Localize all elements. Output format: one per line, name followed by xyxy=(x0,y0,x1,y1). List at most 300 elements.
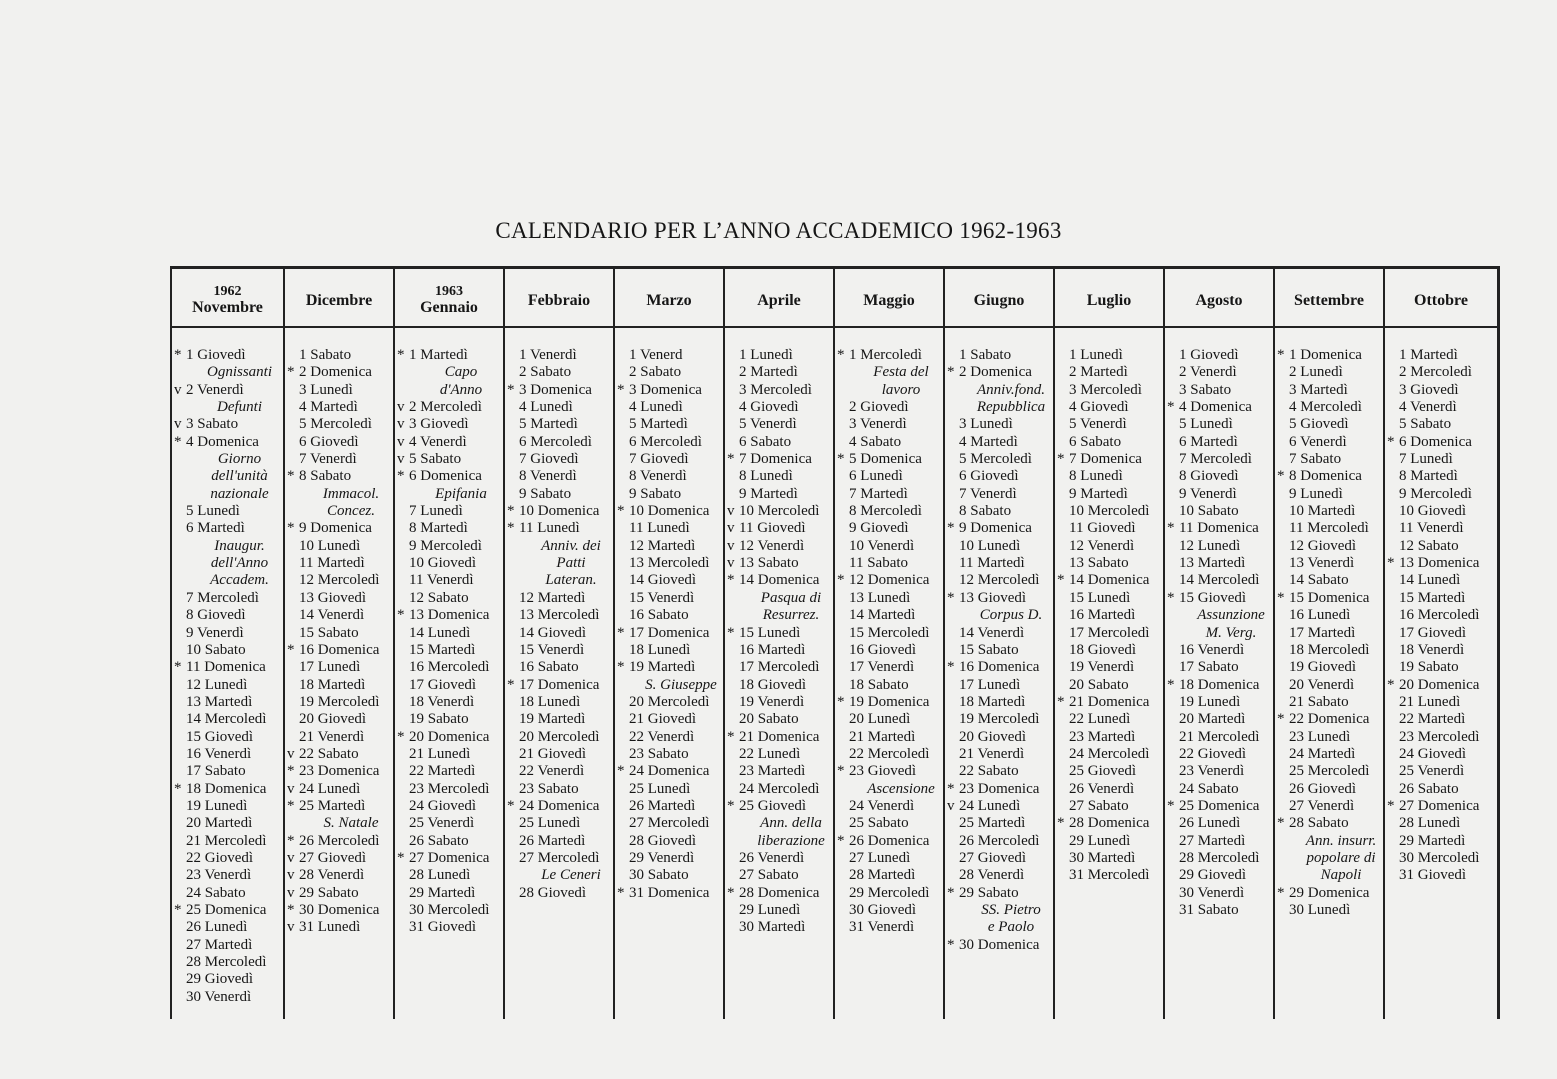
day-marker xyxy=(945,850,959,867)
day-marker xyxy=(835,642,849,659)
day-marker xyxy=(725,607,739,624)
day-entry xyxy=(1165,885,1273,902)
day-label: 12 Domenica xyxy=(849,572,930,589)
day-entry xyxy=(615,347,723,364)
day-label: 23 Domenica xyxy=(299,763,380,780)
day-entry xyxy=(1385,798,1497,815)
day-marker xyxy=(505,885,519,902)
day-label: 12 Martedì xyxy=(519,589,586,606)
day-label: 12 Lunedì xyxy=(1179,537,1241,554)
day-label: 27 Domenica xyxy=(1399,797,1480,814)
day-marker xyxy=(172,538,186,555)
day-label: 27 Martedì xyxy=(186,936,253,953)
day-label: 9 Sabato xyxy=(519,485,572,502)
day-marker xyxy=(835,434,849,451)
day-label: 25 Giovedì xyxy=(1069,763,1137,780)
day-marker: * xyxy=(947,659,955,676)
day-entry xyxy=(1385,364,1497,381)
day-marker xyxy=(1055,625,1069,642)
day-marker xyxy=(945,434,959,451)
day-marker xyxy=(1055,347,1069,364)
holiday-name: Resurrez. xyxy=(762,607,820,624)
day-entry xyxy=(285,451,393,468)
day-label: 26 Lunedì xyxy=(1179,815,1241,832)
day-label: 21 Lunedì xyxy=(409,745,471,762)
day-entry xyxy=(945,677,1053,694)
day-entry xyxy=(615,833,723,850)
day-entry xyxy=(285,590,393,607)
month-name: Aprile xyxy=(757,291,801,309)
holiday-name: Concez. xyxy=(327,503,375,520)
day-marker xyxy=(1055,746,1069,763)
day-label: 11 Sabato xyxy=(849,555,909,572)
day-marker xyxy=(395,885,409,902)
day-entry xyxy=(172,815,283,832)
day-entry xyxy=(1275,885,1383,902)
day-label: 24 Domenica xyxy=(519,797,600,814)
month-name: Gennaio xyxy=(420,298,478,316)
day-marker xyxy=(945,399,959,416)
day-entry xyxy=(172,867,283,884)
month-days xyxy=(945,347,1053,954)
day-entry xyxy=(395,885,503,902)
day-entry xyxy=(1385,538,1497,555)
day-label: 9 Martedì xyxy=(1069,485,1128,502)
day-label: 11 Giovedì xyxy=(1069,520,1136,537)
day-entry xyxy=(285,364,393,381)
day-entry xyxy=(1055,625,1163,642)
day-label: 10 Giovedì xyxy=(409,555,477,572)
month-days xyxy=(1165,347,1273,919)
holiday-name: Epifania xyxy=(435,485,487,502)
day-marker xyxy=(725,711,739,728)
day-marker xyxy=(1275,434,1289,451)
day-label: 24 Sabato xyxy=(1179,780,1239,797)
day-marker: * xyxy=(1277,468,1285,485)
day-entry xyxy=(505,625,613,642)
day-label: 23 Domenica xyxy=(959,780,1040,797)
day-label: 20 Martedì xyxy=(1179,711,1246,728)
day-label: 25 Lunedì xyxy=(519,815,581,832)
day-label: 21 Venerdì xyxy=(959,745,1025,762)
day-entry xyxy=(1275,416,1383,433)
day-marker xyxy=(615,850,629,867)
day-label: 17 Domenica xyxy=(519,676,600,693)
day-entry xyxy=(1165,572,1273,589)
month-days xyxy=(615,347,723,902)
day-label: 14 Domenica xyxy=(739,572,820,589)
day-marker xyxy=(1385,486,1399,503)
day-marker: * xyxy=(507,503,515,520)
day-entry xyxy=(725,763,833,780)
day-marker xyxy=(615,520,629,537)
day-label: 25 Lunedì xyxy=(629,780,691,797)
day-marker xyxy=(1385,659,1399,676)
day-entry xyxy=(725,503,833,520)
day-entry xyxy=(1275,746,1383,763)
day-entry xyxy=(505,659,613,676)
day-label: 14 Lunedì xyxy=(1399,572,1461,589)
day-entry xyxy=(505,364,613,381)
day-marker xyxy=(945,572,959,589)
day-marker xyxy=(835,607,849,624)
day-entry xyxy=(1385,642,1497,659)
day-label: 26 Venerdì xyxy=(1069,780,1135,797)
day-label: 19 Giovedì xyxy=(1289,659,1357,676)
day-label: 1 Mercoledì xyxy=(849,347,922,363)
day-marker xyxy=(725,382,739,399)
day-label: 18 Venerdì xyxy=(1399,641,1465,658)
day-entry xyxy=(395,833,503,850)
day-label: 30 Sabato xyxy=(629,867,689,884)
day-marker xyxy=(395,486,409,503)
day-entry xyxy=(172,919,283,936)
day-entry xyxy=(285,919,393,936)
day-label: 2 Domenica xyxy=(959,364,1032,381)
day-marker xyxy=(725,347,739,364)
day-label: 21 Mercoledì xyxy=(1179,728,1260,745)
day-entry xyxy=(285,347,393,364)
day-marker xyxy=(615,642,629,659)
day-marker xyxy=(1385,815,1399,832)
day-entry xyxy=(285,572,393,589)
day-marker xyxy=(1165,694,1179,711)
day-label: 15 Giovedì xyxy=(186,728,254,745)
day-entry xyxy=(615,850,723,867)
day-marker xyxy=(1055,711,1069,728)
day-label: 20 Mercoledì xyxy=(519,728,600,745)
day-marker xyxy=(505,659,519,676)
day-label: 10 Lunedì xyxy=(959,537,1021,554)
day-entry xyxy=(945,503,1053,520)
day-label: 14 Venerdì xyxy=(959,624,1025,641)
day-entry xyxy=(615,399,723,416)
holiday-note xyxy=(1275,850,1383,867)
day-label: 19 Sabato xyxy=(1399,659,1459,676)
month-column xyxy=(945,269,1055,1019)
day-label: 6 Sabato xyxy=(1069,433,1122,450)
day-entry xyxy=(172,382,283,399)
day-marker xyxy=(945,902,959,919)
day-marker xyxy=(1275,503,1289,520)
day-marker xyxy=(1055,659,1069,676)
day-label: 18 Giovedì xyxy=(739,676,807,693)
day-label: 28 Mercoledì xyxy=(186,954,267,971)
month-header xyxy=(285,277,393,323)
day-marker xyxy=(1055,468,1069,485)
day-marker xyxy=(1275,677,1289,694)
day-label: 8 Sabato xyxy=(959,503,1012,520)
day-entry xyxy=(1165,347,1273,364)
day-marker xyxy=(1275,763,1289,780)
day-entry xyxy=(1055,416,1163,433)
day-label: 18 Martedì xyxy=(299,676,366,693)
day-label: 4 Giovedì xyxy=(739,399,799,416)
day-marker xyxy=(945,486,959,503)
holiday-name: Ann. della xyxy=(760,815,822,832)
day-label: 2 Sabato xyxy=(519,364,572,381)
day-entry xyxy=(1385,694,1497,711)
day-marker xyxy=(172,850,186,867)
day-marker: * xyxy=(947,589,955,606)
day-entry xyxy=(835,885,943,902)
day-marker xyxy=(505,746,519,763)
day-entry xyxy=(395,642,503,659)
day-marker: * xyxy=(507,381,515,398)
day-label: 9 Venerdì xyxy=(186,624,244,641)
day-marker xyxy=(285,503,299,520)
day-label: 16 Domenica xyxy=(959,659,1040,676)
day-marker xyxy=(1165,347,1179,364)
day-label: 31 Giovedì xyxy=(409,919,477,936)
day-marker xyxy=(1275,486,1289,503)
day-label: 7 Martedì xyxy=(849,485,908,502)
holiday-note xyxy=(172,572,283,589)
day-entry xyxy=(505,833,613,850)
day-marker xyxy=(725,694,739,711)
holiday-note xyxy=(505,538,613,555)
holiday-note xyxy=(1275,867,1383,884)
month-name: Agosto xyxy=(1195,291,1243,309)
day-label: 26 Sabato xyxy=(1399,780,1459,797)
day-entry xyxy=(285,382,393,399)
day-marker xyxy=(725,590,739,607)
holiday-name: lavoro xyxy=(881,381,921,398)
day-label: 19 Mercoledì xyxy=(299,693,380,710)
day-entry xyxy=(395,781,503,798)
day-marker xyxy=(505,607,519,624)
day-entry xyxy=(505,607,613,624)
day-marker xyxy=(615,416,629,433)
day-marker xyxy=(395,763,409,780)
day-label: 20 Domenica xyxy=(1399,676,1480,693)
day-label: 16 Sabato xyxy=(519,659,579,676)
day-label: 16 Martedì xyxy=(739,641,806,658)
day-marker xyxy=(835,364,849,381)
day-entry xyxy=(1165,867,1273,884)
day-entry xyxy=(1055,503,1163,520)
day-label: 17 Martedì xyxy=(1289,624,1356,641)
day-marker xyxy=(835,729,849,746)
day-entry xyxy=(395,763,503,780)
day-label: 24 Giovedì xyxy=(1399,745,1467,762)
day-marker: v xyxy=(287,849,295,866)
day-label: 30 Mercoledì xyxy=(1399,849,1480,866)
day-entry xyxy=(395,468,503,485)
day-marker xyxy=(172,468,186,485)
day-label: 21 Giovedì xyxy=(629,711,697,728)
day-entry xyxy=(505,468,613,485)
day-entry xyxy=(395,659,503,676)
day-label: 19 Venerdì xyxy=(1069,659,1135,676)
day-marker xyxy=(835,520,849,537)
day-entry xyxy=(835,416,943,433)
day-label: 5 Martedì xyxy=(629,416,688,433)
day-entry xyxy=(835,659,943,676)
day-entry xyxy=(505,798,613,815)
day-entry xyxy=(1275,382,1383,399)
day-entry xyxy=(835,833,943,850)
day-entry xyxy=(1275,815,1383,832)
day-label: 22 Lunedì xyxy=(1069,711,1131,728)
day-marker xyxy=(172,798,186,815)
day-entry xyxy=(285,468,393,485)
day-label: 12 Venerdì xyxy=(1069,537,1135,554)
day-marker xyxy=(1055,520,1069,537)
day-entry xyxy=(1165,364,1273,381)
day-label: 20 Giovedì xyxy=(299,711,367,728)
day-marker xyxy=(1385,607,1399,624)
day-marker xyxy=(1165,625,1179,642)
day-marker xyxy=(1165,659,1179,676)
day-entry xyxy=(1385,434,1497,451)
day-label: 1 Domenica xyxy=(1289,347,1362,363)
holiday-name: Anniv. dei xyxy=(541,537,601,554)
day-marker xyxy=(1055,607,1069,624)
day-label: 28 Lunedì xyxy=(1399,815,1461,832)
day-entry xyxy=(1275,798,1383,815)
day-marker xyxy=(835,625,849,642)
day-label: 2 Domenica xyxy=(299,364,372,381)
day-label: 30 Domenica xyxy=(959,936,1040,953)
day-entry xyxy=(1165,590,1273,607)
day-marker: * xyxy=(727,884,735,901)
day-entry xyxy=(1275,572,1383,589)
day-entry xyxy=(395,711,503,728)
day-marker xyxy=(615,486,629,503)
day-marker xyxy=(505,781,519,798)
day-label: 14 Lunedì xyxy=(409,624,471,641)
day-marker: * xyxy=(1277,711,1285,728)
day-label: 16 Giovedì xyxy=(849,641,917,658)
day-label: 10 Martedì xyxy=(1289,503,1356,520)
day-label: 3 Sabato xyxy=(186,416,239,433)
day-entry xyxy=(1275,555,1383,572)
day-entry xyxy=(725,538,833,555)
day-label: 7 Giovedì xyxy=(519,451,579,468)
day-marker: * xyxy=(1277,815,1285,832)
day-entry xyxy=(395,451,503,468)
day-label: 9 Sabato xyxy=(629,485,682,502)
month-name: Dicembre xyxy=(305,291,373,309)
day-entry xyxy=(1055,607,1163,624)
day-label: 24 Giovedì xyxy=(409,797,477,814)
day-marker xyxy=(395,555,409,572)
day-entry xyxy=(945,729,1053,746)
day-marker: * xyxy=(837,693,845,710)
day-entry xyxy=(172,503,283,520)
day-marker: * xyxy=(287,797,295,814)
day-label: 15 Giovedì xyxy=(1179,589,1247,606)
day-label: 13 Giovedì xyxy=(299,589,367,606)
day-entry xyxy=(1165,520,1273,537)
day-entry xyxy=(1275,677,1383,694)
day-marker xyxy=(615,677,629,694)
day-label: 18 Domenica xyxy=(1179,676,1260,693)
day-marker xyxy=(285,555,299,572)
day-label: 18 Domenica xyxy=(186,780,267,797)
day-label: 2 Mercoledì xyxy=(1399,364,1472,381)
day-label: 14 Venerdì xyxy=(299,607,365,624)
day-entry xyxy=(1385,625,1497,642)
day-entry xyxy=(395,538,503,555)
day-label: 8 Giovedì xyxy=(1179,468,1239,485)
holiday-name: liberazione xyxy=(757,832,825,849)
day-marker xyxy=(725,468,739,485)
holiday-name: Napoli xyxy=(1320,867,1362,884)
day-marker xyxy=(945,347,959,364)
day-marker xyxy=(395,867,409,884)
day-label: 29 Giovedì xyxy=(1179,867,1247,884)
day-entry xyxy=(1275,468,1383,485)
day-label: 10 Giovedì xyxy=(1399,503,1467,520)
day-marker xyxy=(505,642,519,659)
day-entry xyxy=(1165,434,1273,451)
day-entry xyxy=(172,347,283,364)
day-entry xyxy=(285,781,393,798)
month-header xyxy=(1165,277,1273,323)
day-label: 26 Mercoledì xyxy=(299,832,380,849)
day-entry xyxy=(945,937,1053,954)
day-label: 12 Giovedì xyxy=(1289,537,1357,554)
day-marker xyxy=(285,451,299,468)
day-marker xyxy=(945,382,959,399)
day-entry xyxy=(1275,711,1383,728)
day-marker: * xyxy=(397,607,405,624)
day-label: 14 Mercoledì xyxy=(1179,572,1260,589)
day-marker xyxy=(285,486,299,503)
month-days xyxy=(1275,347,1383,919)
day-marker xyxy=(945,468,959,485)
day-label: 5 Mercoledì xyxy=(959,451,1032,468)
day-label: 4 Martedì xyxy=(299,399,358,416)
day-marker: * xyxy=(507,797,515,814)
page-title: CALENDARIO PER L’ANNO ACCADEMICO 1962-1963 xyxy=(495,218,1062,243)
day-marker xyxy=(945,919,959,936)
day-label: 4 Venerdì xyxy=(1399,399,1457,416)
day-entry xyxy=(725,434,833,451)
day-label: 27 Venerdì xyxy=(1289,797,1355,814)
day-marker xyxy=(615,607,629,624)
day-entry xyxy=(1275,902,1383,919)
day-label: 11 Venerdì xyxy=(1399,520,1464,537)
day-marker xyxy=(835,399,849,416)
day-entry xyxy=(835,677,943,694)
day-label: 3 Martedì xyxy=(1289,381,1348,398)
month-header xyxy=(615,277,723,323)
day-entry xyxy=(505,763,613,780)
day-entry xyxy=(615,625,723,642)
day-marker xyxy=(945,416,959,433)
day-entry xyxy=(1385,763,1497,780)
day-marker xyxy=(725,763,739,780)
day-label: 8 Venerdì xyxy=(519,468,577,485)
day-entry xyxy=(945,746,1053,763)
day-marker: v xyxy=(287,867,295,884)
day-entry xyxy=(1275,486,1383,503)
day-label: 1 Lunedì xyxy=(739,347,793,363)
day-entry xyxy=(505,711,613,728)
day-marker xyxy=(1165,572,1179,589)
day-marker: * xyxy=(287,520,295,537)
day-label: 1 Venerd xyxy=(629,347,683,363)
day-label: 23 Lunedì xyxy=(1289,728,1351,745)
day-label: 24 Venerdì xyxy=(849,797,915,814)
day-label: 30 Mercoledì xyxy=(409,902,490,918)
month-header xyxy=(395,277,503,323)
day-marker xyxy=(172,937,186,954)
holiday-name: dell'unità xyxy=(211,468,268,485)
